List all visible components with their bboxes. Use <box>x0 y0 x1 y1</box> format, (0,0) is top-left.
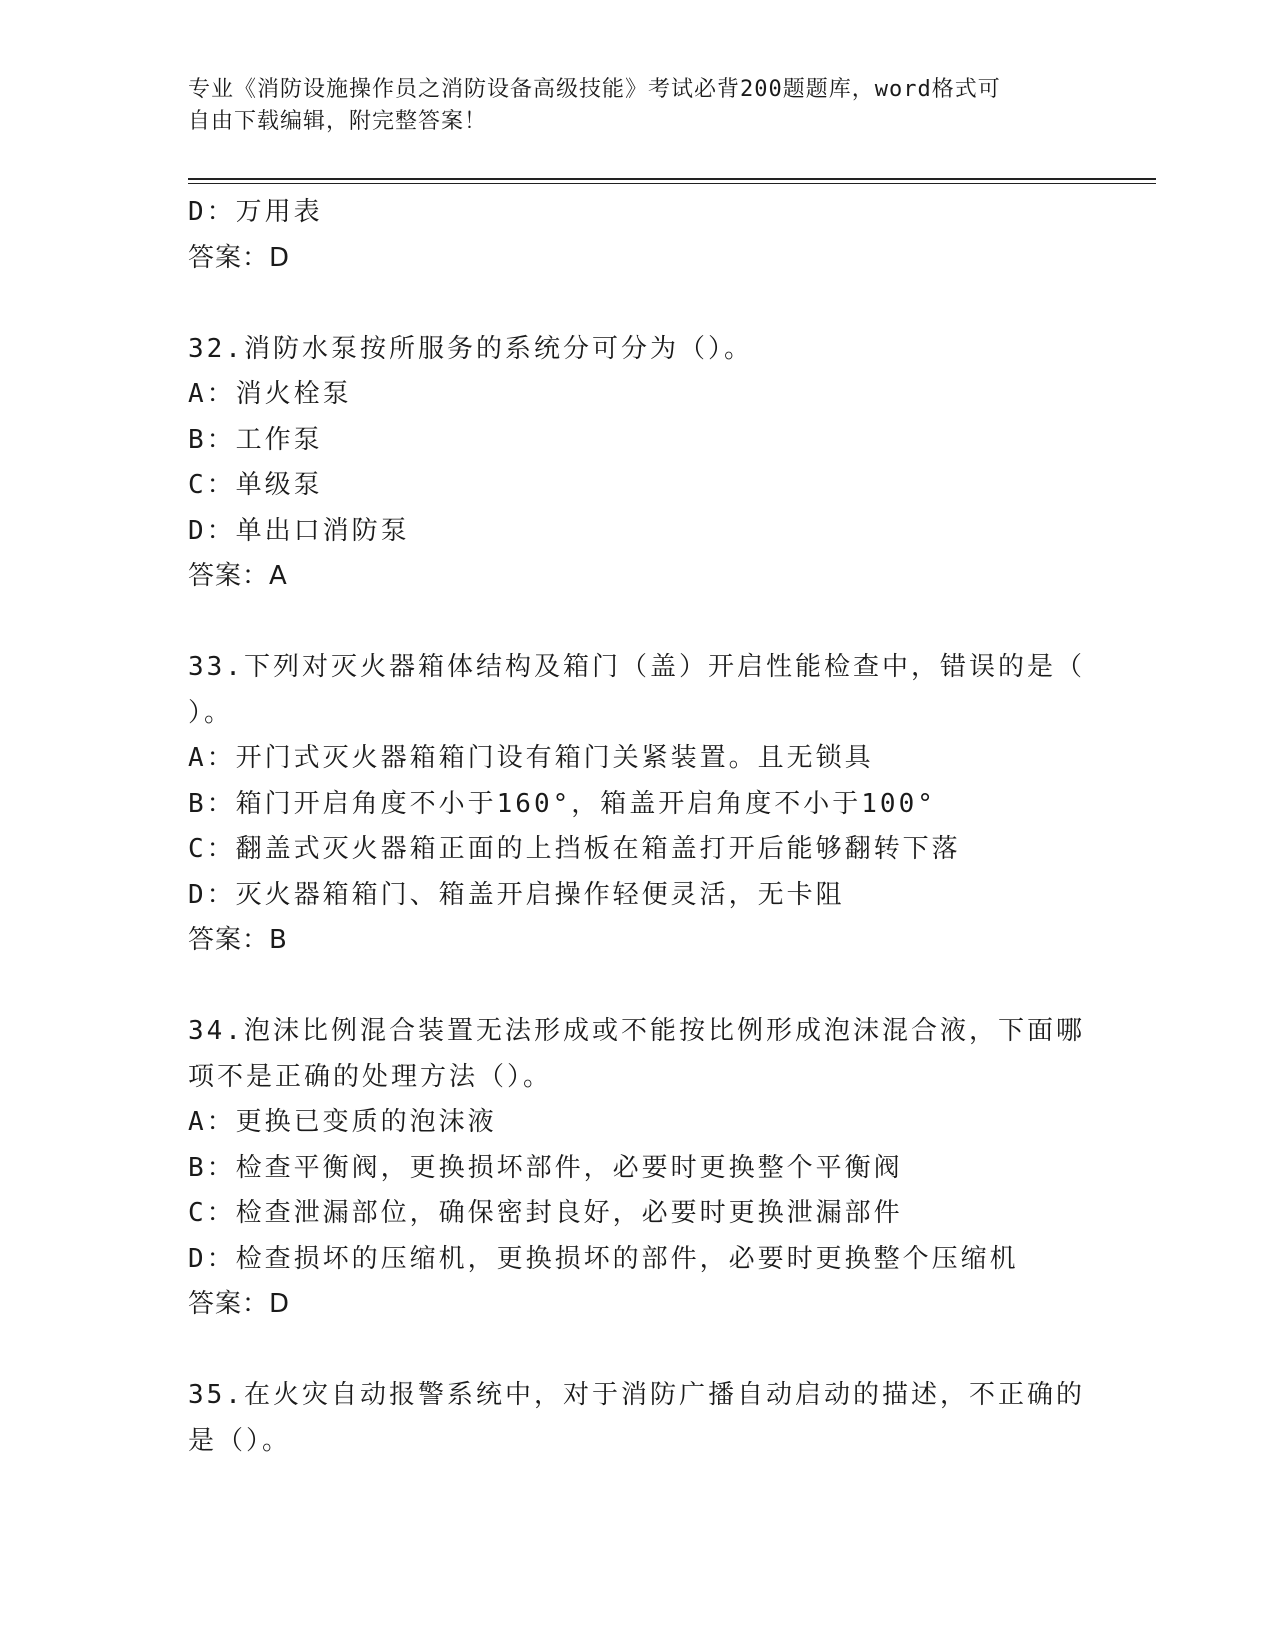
option-d: D：单出口消防泵 <box>188 515 410 546</box>
option-b: B：箱门开启角度不小于160°，箱盖开启角度不小于100° <box>188 788 936 819</box>
question-content <box>188 190 1088 1464</box>
option-d: D：灭火器箱箱门、箱盖开启操作轻便灵活，无卡阻 <box>188 879 845 910</box>
header-divider <box>188 178 1156 180</box>
question-33 <box>188 645 1088 964</box>
option-c: C：检查泄漏部位，确保密封良好，必要时更换泄漏部件 <box>188 1198 903 1228</box>
prev-option-d: D：万用表 <box>188 197 323 227</box>
option-c: C：单级泵 <box>188 470 323 500</box>
answer: 答案：A <box>188 561 288 591</box>
header-line-2: 自由下载编辑，附完整答案！ <box>188 109 488 134</box>
question-stem-line-2: ）。 <box>188 697 234 728</box>
answer: 答案：D <box>188 1289 291 1319</box>
header-divider-thin <box>188 183 1156 184</box>
option-a: A：消火栓泵 <box>188 379 352 409</box>
question-stem-line-1: 34.泡沫比例混合装置无法形成或不能按比例形成泡沫混合液，下面哪 <box>188 1016 1085 1046</box>
prev-answer: 答案：D <box>188 242 291 273</box>
question-34 <box>188 1009 1088 1328</box>
page-header <box>188 74 1088 138</box>
question-stem: 32.消防水泵按所服务的系统分可分为（）。 <box>188 333 753 364</box>
question-stem-line-2: 项不是正确的处理方法（）。 <box>188 1061 553 1092</box>
question-35 <box>188 1373 1088 1464</box>
option-d: D：检查损坏的压缩机，更换损坏的部件，必要时更换整个压缩机 <box>188 1243 1019 1274</box>
answer: 答案：B <box>188 925 288 955</box>
question-32 <box>188 327 1088 600</box>
question-stem-line-2: 是（）。 <box>188 1425 292 1456</box>
question-stem-line-1: 35.在火灾自动报警系统中，对于消防广播自动启动的描述，不正确的 <box>188 1380 1085 1410</box>
header-line-1: 专业《消防设施操作员之消防设备高级技能》考试必背200题题库，word格式可 <box>188 77 1001 102</box>
option-a: A：开门式灭火器箱箱门设有箱门关紧装置。且无锁具 <box>188 743 874 773</box>
option-b: B：检查平衡阀，更换损坏部件，必要时更换整个平衡阀 <box>188 1152 903 1183</box>
option-c: C：翻盖式灭火器箱正面的上挡板在箱盖打开后能够翻转下落 <box>188 834 961 864</box>
option-b: B：工作泵 <box>188 424 323 455</box>
option-a: A：更换已变质的泡沫液 <box>188 1107 497 1137</box>
question-stem-line-1: 33.下列对灭火器箱体结构及箱门（盖）开启性能检查中，错误的是（ <box>188 652 1085 682</box>
